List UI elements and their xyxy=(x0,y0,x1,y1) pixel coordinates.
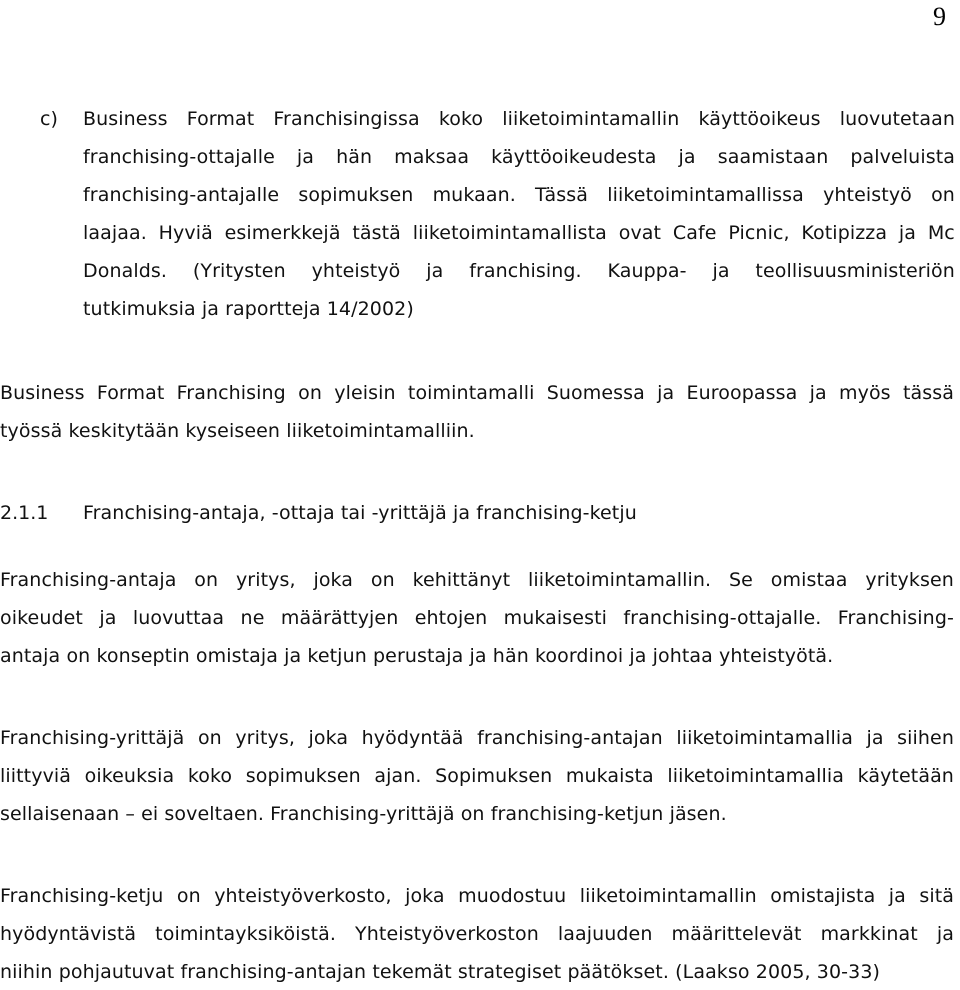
word: sopimuksen xyxy=(298,184,414,206)
word: käyttöoikeudesta xyxy=(491,146,657,168)
word: on xyxy=(194,569,219,591)
word: mukaisesti xyxy=(503,607,608,629)
text-line xyxy=(0,569,954,591)
word: franchising. xyxy=(469,260,582,282)
text-line xyxy=(83,184,955,206)
word: teollisuusministeriön xyxy=(755,260,955,282)
word: joka xyxy=(308,727,349,749)
word: myös xyxy=(839,382,891,404)
word: Franchising xyxy=(176,382,286,404)
word: ja xyxy=(809,382,827,404)
heading-number: 2.1.1 xyxy=(0,502,49,524)
word: Yhteistyöverkoston xyxy=(355,923,539,945)
line-text: tutkimuksia ja raportteja 14/2002) xyxy=(83,298,414,320)
word: Franchising-antaja xyxy=(0,569,177,591)
text-line xyxy=(0,765,954,787)
word: liiketoimintamallin. xyxy=(528,569,712,591)
word: siihen xyxy=(897,727,954,749)
word: Euroopassa xyxy=(686,382,798,404)
word: joka xyxy=(405,885,445,907)
word: yhteistyöverkosto, xyxy=(214,885,392,907)
word: on xyxy=(931,184,955,206)
line-text: työssä keskitytään kyseiseen liiketoimintamalliin. xyxy=(0,420,475,442)
word: liiketoimintamallissa xyxy=(607,184,804,206)
word: on xyxy=(197,727,222,749)
word: yhteistyö xyxy=(311,260,401,282)
word: tässä xyxy=(902,382,954,404)
word: Format xyxy=(186,108,255,130)
word: Franchisingissa xyxy=(273,108,420,130)
word: Picnic, xyxy=(728,222,790,244)
word: Cafe xyxy=(672,222,717,244)
word: hän xyxy=(336,146,373,168)
word: Hyviä xyxy=(158,222,213,244)
word: käyttöoikeus xyxy=(698,108,821,130)
line-text: niihin pohjautuvat franchising-antajan tekemät strategiset päätökset. (Laakso 2005, 30-33) xyxy=(0,961,881,983)
word: ovat xyxy=(618,222,662,244)
word: yhteistyö xyxy=(823,184,912,206)
word: saamistaan xyxy=(717,146,829,168)
word: liiketoimintamallia xyxy=(667,765,845,787)
text-line xyxy=(0,645,833,667)
word: liiketoimintamallista xyxy=(412,222,607,244)
word: omistaa xyxy=(770,569,848,591)
word: ja xyxy=(657,382,675,404)
word: Kotipizza xyxy=(801,222,888,244)
word: joka xyxy=(313,569,354,591)
word: maksaa xyxy=(394,146,470,168)
word: oikeuksia xyxy=(84,765,175,787)
line-text: antaja on konseptin omistaja ja ketjun perustaja ja hän koordinoi ja johtaa yhteistyötä. xyxy=(0,645,834,667)
word: (Yritysten xyxy=(192,260,286,282)
word: Franchising- xyxy=(837,607,954,629)
word: Franchising-yrittäjä xyxy=(0,727,185,749)
word: palveluista xyxy=(850,146,955,168)
text-line xyxy=(0,885,954,907)
word: Mc xyxy=(927,222,955,244)
word: liiketoimintamallin xyxy=(579,885,757,907)
text-line xyxy=(0,607,954,629)
word: markkinat xyxy=(820,923,918,945)
word: Suomessa xyxy=(546,382,645,404)
word: on xyxy=(370,569,395,591)
word: ehtojen xyxy=(414,607,488,629)
text-line xyxy=(83,108,955,130)
list-marker: c) xyxy=(40,108,58,130)
word: Tässä xyxy=(535,184,589,206)
word: toimintayksiköistä. xyxy=(155,923,337,945)
word: yritys, xyxy=(235,569,296,591)
word: franchising-ottajalle xyxy=(83,146,275,168)
word: Se xyxy=(729,569,753,591)
text-line xyxy=(0,803,727,825)
word: määrittelevät xyxy=(671,923,802,945)
text-line xyxy=(83,222,955,244)
word: yleisin xyxy=(334,382,396,404)
word: toimintamalli xyxy=(407,382,535,404)
text-line xyxy=(0,382,954,404)
word: laajaa. xyxy=(83,222,147,244)
text-line xyxy=(83,260,955,282)
word: liiketoimintamallia xyxy=(676,727,853,749)
word: käytetään xyxy=(857,765,954,787)
line-text: sellaisenaan – ei soveltaen. Franchising-yrittäjä on franchising-ketjun jäsen. xyxy=(0,803,727,825)
word: liittyviä xyxy=(0,765,72,787)
text-line xyxy=(0,727,954,749)
word: mukaista xyxy=(565,765,654,787)
word: esimerkkejä xyxy=(224,222,341,244)
word: Sopimuksen xyxy=(435,765,553,787)
text-line xyxy=(0,420,475,442)
word: liiketoimintamallin xyxy=(502,108,680,130)
word: oikeudet xyxy=(0,607,83,629)
word: määrättyjen xyxy=(280,607,399,629)
word: laajuuden xyxy=(557,923,653,945)
word: Business xyxy=(83,108,168,130)
word: ja xyxy=(426,260,444,282)
word: ja xyxy=(866,727,884,749)
word: franchising-ottajalle. xyxy=(623,607,822,629)
text-line xyxy=(83,298,414,320)
word: ne xyxy=(240,607,265,629)
word: yritys, xyxy=(235,727,295,749)
word: Donalds. xyxy=(83,260,168,282)
word: ja xyxy=(936,923,954,945)
word: mukaan. xyxy=(432,184,516,206)
word: hyödyntää xyxy=(361,727,464,749)
word: sitä xyxy=(919,885,954,907)
word: tästä xyxy=(352,222,401,244)
word: on xyxy=(176,885,201,907)
word: sopimuksen xyxy=(245,765,361,787)
word: franchising-antajalle xyxy=(83,184,280,206)
word: ja xyxy=(898,222,917,244)
text-line xyxy=(83,146,955,168)
heading-title: Franchising-antaja, -ottaja tai -yrittäjä ja franchising-ketju xyxy=(83,502,637,524)
word: koko xyxy=(438,108,484,130)
word: ja xyxy=(99,607,117,629)
word: omistajista xyxy=(770,885,876,907)
word: franchising-antajan xyxy=(477,727,663,749)
word: Franchising-ketju xyxy=(0,885,164,907)
word: yrityksen xyxy=(865,569,954,591)
word: ja xyxy=(296,146,315,168)
word: ja xyxy=(712,260,730,282)
word: Kauppa- xyxy=(607,260,687,282)
page-number: 9 xyxy=(933,2,946,31)
word: Format xyxy=(96,382,165,404)
word: ajan. xyxy=(374,765,422,787)
word: luovutetaan xyxy=(839,108,955,130)
word: Business xyxy=(0,382,85,404)
text-line xyxy=(0,923,954,945)
word: ja xyxy=(888,885,906,907)
text-line xyxy=(0,961,880,983)
word: hyödyntävistä xyxy=(0,923,137,945)
word: on xyxy=(298,382,322,404)
word: luovuttaa xyxy=(132,607,225,629)
word: ja xyxy=(678,146,696,168)
word: koko xyxy=(187,765,233,787)
word: kehittänyt xyxy=(412,569,511,591)
word: muodostuu xyxy=(458,885,567,907)
